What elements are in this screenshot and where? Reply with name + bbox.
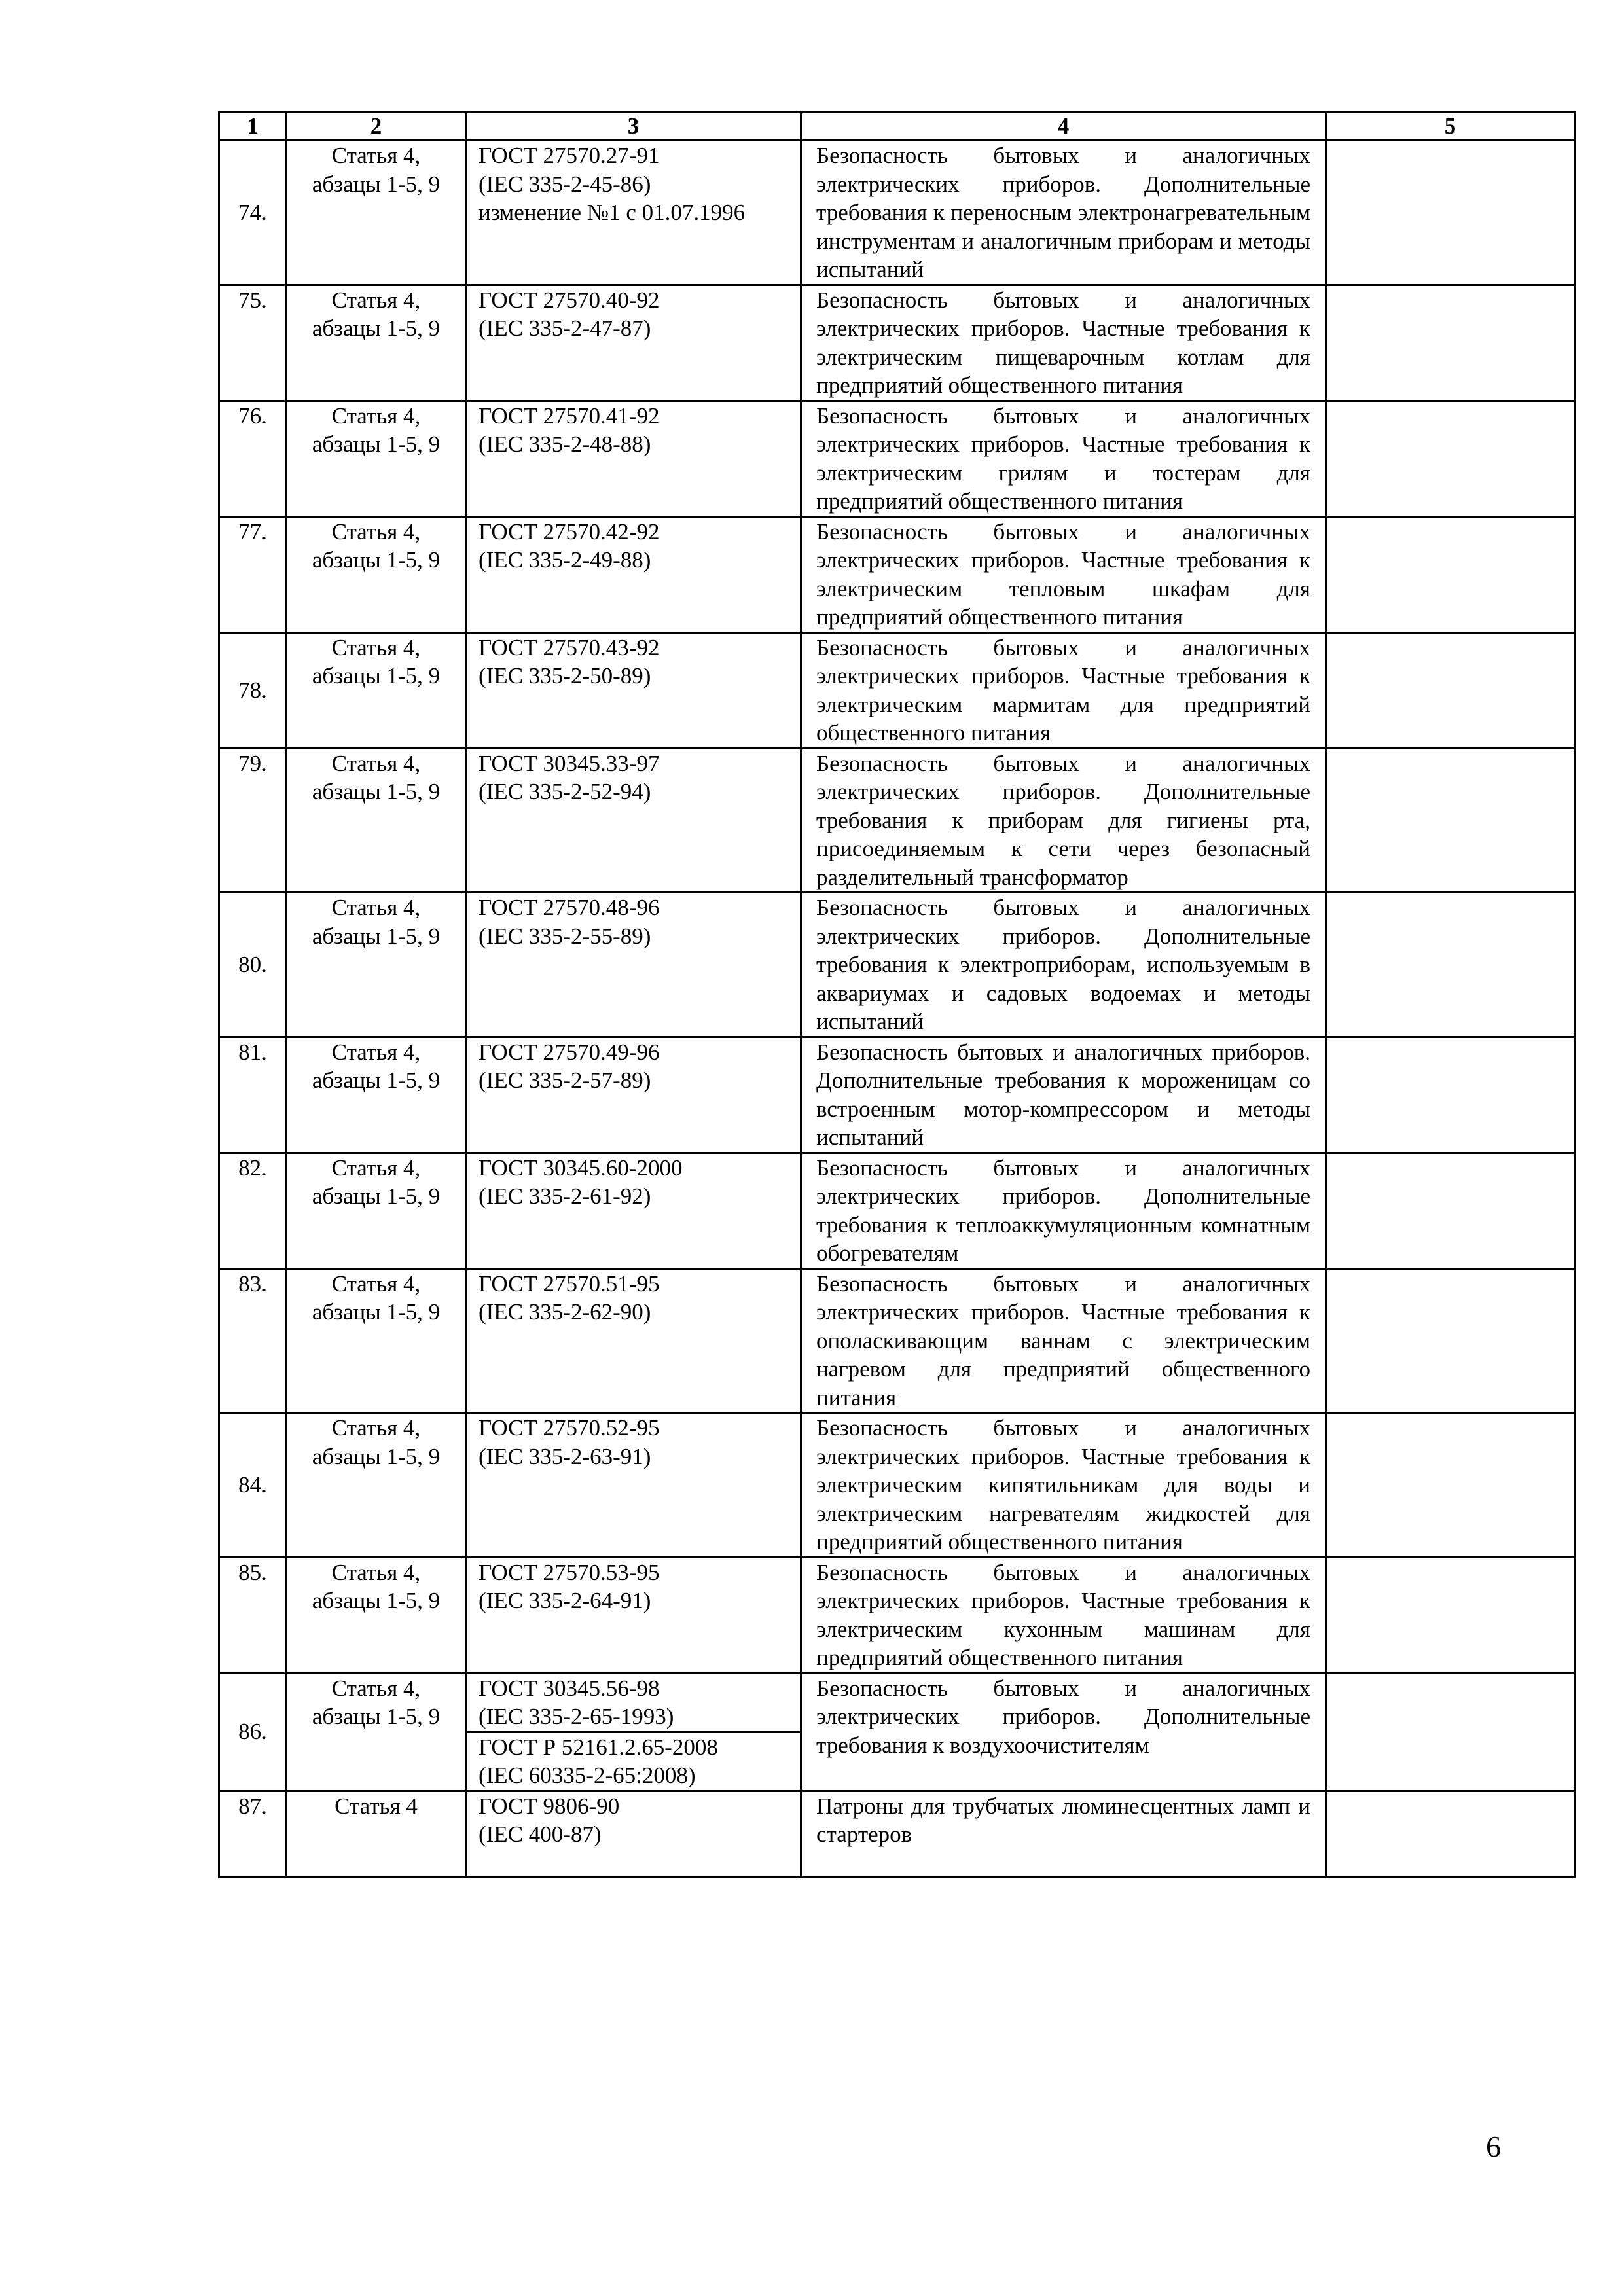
article-line: Статья 4, [331,634,421,660]
standard-line: (IEC 335-2-62-90) [478,1299,651,1325]
standard-line: (IEC 335-2-48-88) [478,431,651,457]
standard-cell [466,1557,801,1673]
standard-line: (IEC 335-2-49-88) [478,547,651,573]
standard-line: (IEC 335-2-47-87) [478,315,651,341]
article-line: абзацы 1-5, 9 [312,779,441,804]
standard-line: ГОСТ 30345.56-98 [478,1675,660,1701]
notes-cell [1326,1791,1575,1877]
article-cell [287,748,466,893]
standard-line: (IEC 335-2-65-1993) [478,1704,674,1729]
standard-cell [466,401,801,516]
article-line: абзацы 1-5, 9 [312,1443,441,1469]
article-cell [287,1153,466,1268]
description-cell: Безопасность бытовых и аналогичных электрических приборов. Дополнительные требования к теплоаккумуляционным комнатным обогревателям [801,1153,1326,1268]
standard-line: ГОСТ 30345.60-2000 [478,1155,683,1181]
notes-cell [1326,1268,1575,1413]
page-number: 6 [1486,2130,1501,2163]
notes-cell [1326,893,1575,1037]
description-cell: Безопасность бытовых и аналогичных электрических приборов. Частные требования к электрическим тепловым шкафам для предприятий общественного питания [801,516,1326,632]
table-row [219,1791,1575,1877]
table-row [219,1673,1575,1732]
standard-line: ГОСТ 27570.53-95 [478,1559,660,1585]
row-number: 85. [219,1557,287,1673]
notes-cell [1326,1413,1575,1558]
article-line: Статья 4, [331,1675,421,1701]
article-line: Статья 4, [331,518,421,545]
table-row [219,401,1575,516]
description-cell: Безопасность бытовых и аналогичных электрических приборов. Частные требования к электрическим грилям и тостерам для предприятий общественного питания [801,401,1326,516]
standard-cell [466,1673,801,1732]
row-number: 82. [219,1153,287,1268]
article-line: Статья 4, [331,1155,421,1181]
row-number: 86. [219,1673,287,1791]
article-cell [287,1268,466,1413]
row-number: 77. [219,516,287,632]
table-row [219,748,1575,893]
standard-line: ГОСТ 27570.52-95 [478,1415,660,1441]
article-cell [287,141,466,285]
article-line: Статья 4, [331,1415,421,1441]
article-line: Статья 4, [331,403,421,429]
article-cell [287,285,466,401]
standard-line: (IEC 335-2-64-91) [478,1588,651,1613]
standard-line: ГОСТ 27570.40-92 [478,287,660,313]
standard-cell [466,516,801,632]
notes-cell [1326,401,1575,516]
standard-cell [466,748,801,893]
description-cell: Безопасность бытовых и аналогичных электрических приборов. Дополнительные требования к приборам для гигиены рта, присоединяемым к сети через безопасный разделительный трансформатор [801,748,1326,893]
description-cell: Безопасность бытовых и аналогичных электрических приборов. Частные требования к ополаскивающим ваннам с электрическим нагревом для предприятий общественного питания [801,1268,1326,1413]
table-row [219,516,1575,632]
table-row [219,1037,1575,1153]
article-line: абзацы 1-5, 9 [312,171,441,197]
article-cell [287,516,466,632]
article-line: абзацы 1-5, 9 [312,1183,441,1209]
column-header: 2 [287,113,466,141]
table-row [219,141,1575,285]
table-row [219,632,1575,748]
standard-cell [466,632,801,748]
standard-line: ГОСТ 27570.48-96 [478,895,660,920]
article-line: Статья 4, [331,1559,421,1585]
standard-line: (IEC 335-2-61-92) [478,1183,651,1209]
standard-line: ГОСТ 30345.33-97 [478,750,660,776]
notes-cell [1326,632,1575,748]
notes-cell [1326,141,1575,285]
notes-cell [1326,748,1575,893]
row-number: 74. [219,141,287,285]
description-cell: Безопасность бытовых и аналогичных электрических приборов. Частные требования к электрическим мармитам для предприятий общественного питания [801,632,1326,748]
article-line: абзацы 1-5, 9 [312,663,441,689]
table-row [219,1557,1575,1673]
article-cell [287,1791,466,1877]
description-cell: Безопасность бытовых и аналогичных электрических приборов. Дополнительные требования к переносным электронагревательным инструментам и аналогичным приборам и методы испытаний [801,141,1326,285]
article-line: абзацы 1-5, 9 [312,1299,441,1325]
standard-line: (IEC 335-2-63-91) [478,1443,651,1469]
standard-line: ГОСТ 27570.49-96 [478,1039,660,1065]
article-line: абзацы 1-5, 9 [312,1067,441,1093]
standard-cell [466,285,801,401]
row-number: 80. [219,893,287,1037]
standards-table [218,111,1576,1878]
standard-line: ГОСТ 9806-90 [478,1793,620,1819]
standard-line: ГОСТ 27570.41-92 [478,403,660,429]
description-cell: Патроны для трубчатых люминесцентных ламп и стартеров [801,1791,1326,1877]
article-cell [287,1673,466,1791]
article-cell [287,1413,466,1558]
article-line: абзацы 1-5, 9 [312,1704,441,1729]
column-header: 3 [466,113,801,141]
article-line: абзацы 1-5, 9 [312,1588,441,1613]
article-line: Статья 4, [331,1270,421,1297]
article-cell [287,1037,466,1153]
article-cell [287,1557,466,1673]
notes-cell [1326,1153,1575,1268]
row-number: 81. [219,1037,287,1153]
notes-cell [1326,516,1575,632]
row-number: 87. [219,1791,287,1877]
notes-cell [1326,1557,1575,1673]
article-line: Статья 4, [331,1039,421,1065]
standard-cell [466,893,801,1037]
standard-cell [466,1413,801,1558]
article-line: Статья 4, [331,750,421,776]
row-number: 75. [219,285,287,401]
article-cell [287,893,466,1037]
description-cell: Безопасность бытовых и аналогичных электрических приборов. Дополнительные требования к воздухоочистителям [801,1673,1326,1791]
article-cell [287,632,466,748]
description-cell: Безопасность бытовых и аналогичных электрических приборов. Частные требования к электрическим кипятильникам для воды и электрическим нагревателям жидкостей для предприятий общественного питания [801,1413,1326,1558]
row-number: 79. [219,748,287,893]
standard-cell [466,1791,801,1877]
standard-line: ГОСТ 27570.42-92 [478,518,660,545]
table-row [219,1413,1575,1558]
article-line: Статья 4, [331,895,421,920]
article-line: абзацы 1-5, 9 [312,547,441,573]
article-line: Статья 4, [331,287,421,313]
column-header: 5 [1326,113,1575,141]
table-header-row [219,113,1575,141]
standard-line: (IEC 335-2-45-86) [478,171,651,197]
standard-line: (IEC 400-87) [478,1821,602,1847]
description-cell: Безопасность бытовых и аналогичных электрических приборов. Дополнительные требования к электроприборам, используемым в аквариумах и садовых водоемах и методы испытаний [801,893,1326,1037]
table-row [219,285,1575,401]
article-line: абзацы 1-5, 9 [312,431,441,457]
standard-line: ГОСТ Р 52161.2.65-2008 [478,1734,718,1760]
row-number: 84. [219,1413,287,1558]
standard-line: ГОСТ 27570.51-95 [478,1270,660,1297]
article-cell [287,401,466,516]
notes-cell [1326,1037,1575,1153]
standard-line: ГОСТ 27570.27-91 [478,143,660,168]
row-number: 76. [219,401,287,516]
standard-line: изменение №1 с 01.07.1996 [478,200,746,225]
article-line: Статья 4, [331,143,421,168]
row-number: 78. [219,632,287,748]
description-cell: Безопасность бытовых и аналогичных электрических приборов. Частные требования к электрическим кухонным машинам для предприятий общественного питания [801,1557,1326,1673]
description-cell: Безопасность бытовых и аналогичных электрических приборов. Частные требования к электрическим пищеварочным котлам для предприятий общественного питания [801,285,1326,401]
row-number: 83. [219,1268,287,1413]
standard-line: (IEC 60335-2-65:2008) [478,1763,696,1788]
table-row [219,1268,1575,1413]
standard-line: (IEC 335-2-50-89) [478,663,651,689]
standard-line: (IEC 335-2-57-89) [478,1067,651,1093]
standard-line: (IEC 335-2-55-89) [478,923,651,949]
table-row [219,1153,1575,1268]
article-line: абзацы 1-5, 9 [312,923,441,949]
notes-cell [1326,285,1575,401]
article-line: абзацы 1-5, 9 [312,315,441,341]
article-line: Статья 4 [334,1793,418,1819]
standard-cell [466,1732,801,1791]
standard-line: (IEC 335-2-52-94) [478,779,651,804]
description-cell: Безопасность бытовых и аналогичных приборов. Дополнительные требования к мороженицам со встроенным мотор-компрессором и методы испытаний [801,1037,1326,1153]
standard-cell [466,1153,801,1268]
standard-cell [466,141,801,285]
notes-cell [1326,1673,1575,1791]
standard-cell [466,1268,801,1413]
table-row [219,893,1575,1037]
column-header: 4 [801,113,1326,141]
standard-line: ГОСТ 27570.43-92 [478,634,660,660]
standard-cell [466,1037,801,1153]
column-header: 1 [219,113,287,141]
